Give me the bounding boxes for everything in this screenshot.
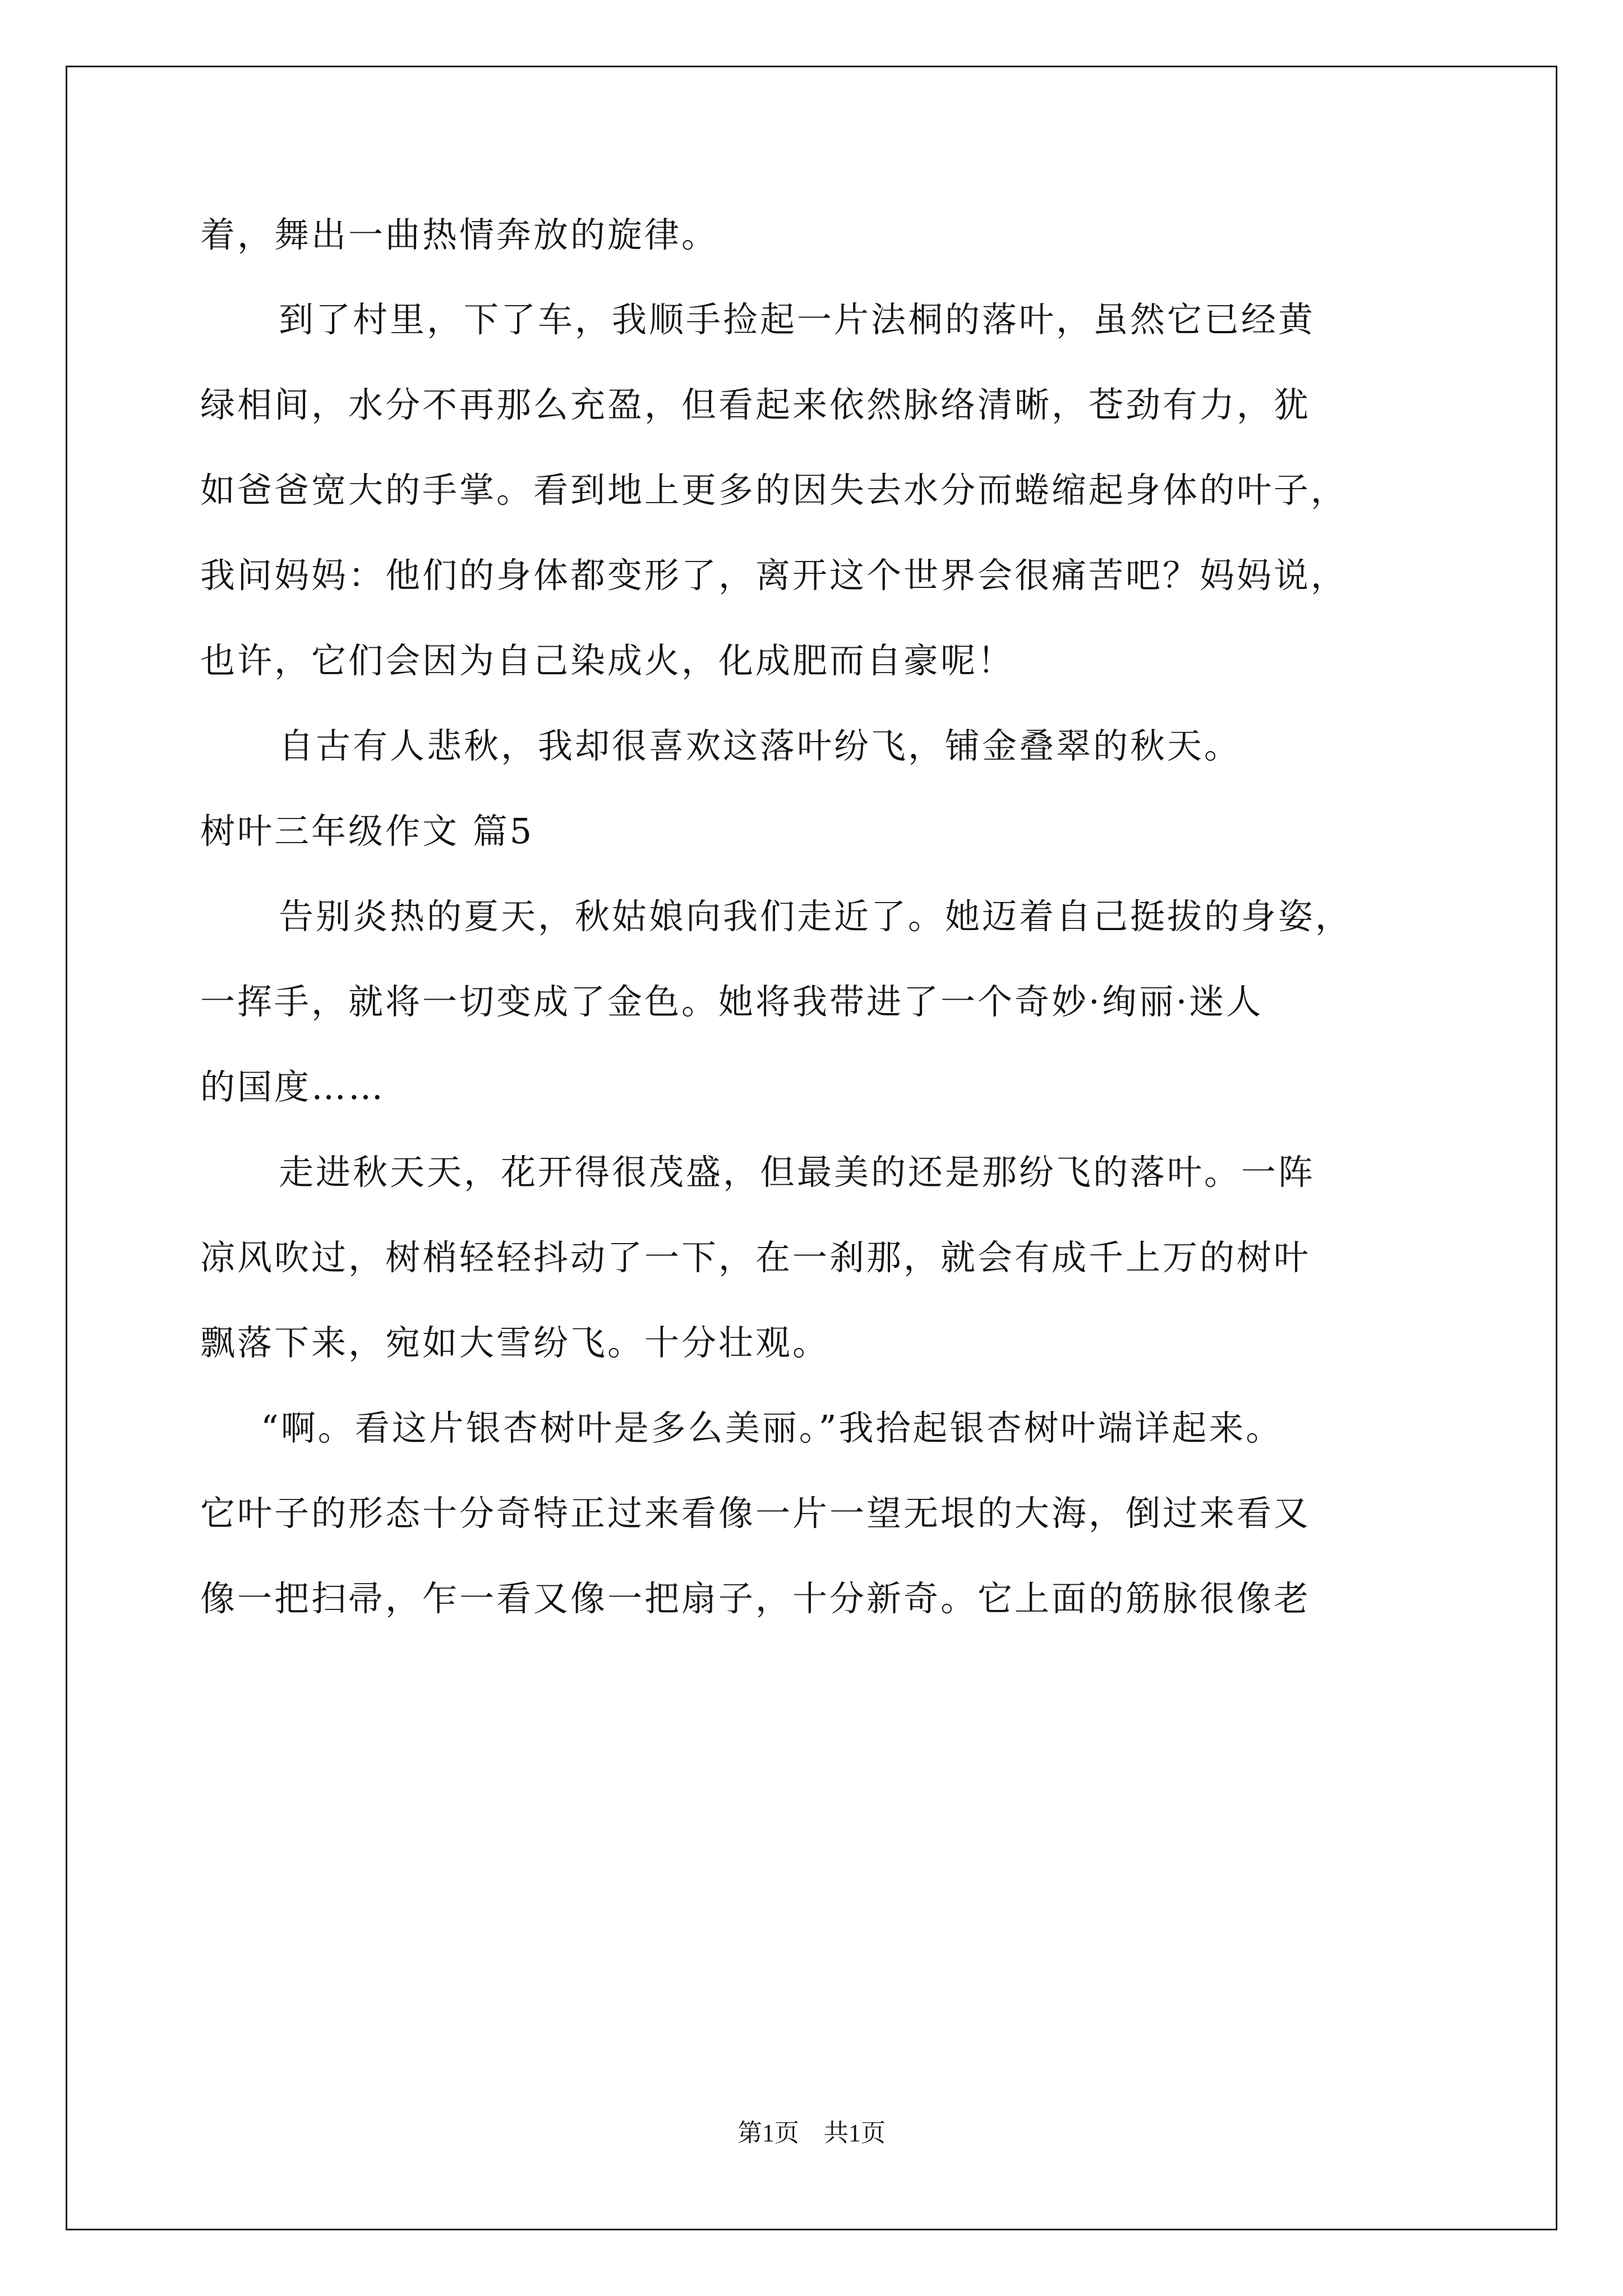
- text-line: 像一把扫帚，乍一看又像一把扇子，十分新奇。它上面的筋脉很像老: [200, 1578, 1311, 1619]
- text-line: “啊。看这片银杏树叶是多么美丽。”我拾起银杏树叶端详起来。: [261, 1407, 1283, 1448]
- text-line: 如爸爸宽大的手掌。看到地上更多的因失去水分而蜷缩起身体的叶子，: [200, 470, 1348, 510]
- text-line: 也许，它们会因为自己染成火，化成肥而自豪呢！: [200, 640, 1015, 681]
- text-line: 它叶子的形态十分奇特正过来看像一片一望无垠的大海，倒过来看又: [200, 1493, 1311, 1534]
- page-footer: 第1页 共1页: [737, 2119, 886, 2147]
- text-line: 自古有人悲秋，我却很喜欢这落叶纷飞，铺金叠翠的秋天。: [279, 725, 1242, 766]
- text-line: 着，舞出一曲热情奔放的旋律。: [200, 214, 719, 255]
- text-line: 飘落下来，宛如大雪纷飞。十分壮观。: [200, 1322, 830, 1363]
- text-line: 绿相间，水分不再那么充盈，但看起来依然脉络清晰，苍劲有力，犹: [200, 384, 1311, 425]
- text-line: 走进秋天天，花开得很茂盛，但最美的还是那纷飞的落叶。一阵: [279, 1152, 1316, 1193]
- text-line: 告别炎热的夏天，秋姑娘向我们走近了。她迈着自己挺拔的身姿，: [279, 896, 1353, 937]
- text-line: 凉风吹过，树梢轻轻抖动了一下，在一刹那，就会有成千上万的树叶: [200, 1237, 1311, 1278]
- text-line: 到了村里，下了车，我顺手捡起一片法桐的落叶，虽然它已经黄: [279, 299, 1316, 340]
- text-line: 的国度……: [200, 1066, 386, 1107]
- text-line: 我问妈妈：他们的身体都变形了，离开这个世界会很痛苦吧？妈妈说，: [200, 555, 1348, 596]
- section-heading: 树叶三年级作文 篇5: [200, 811, 534, 852]
- text-line: 一挥手，就将一切变成了金色。她将我带进了一个奇妙·绚丽·迷人: [200, 981, 1264, 1022]
